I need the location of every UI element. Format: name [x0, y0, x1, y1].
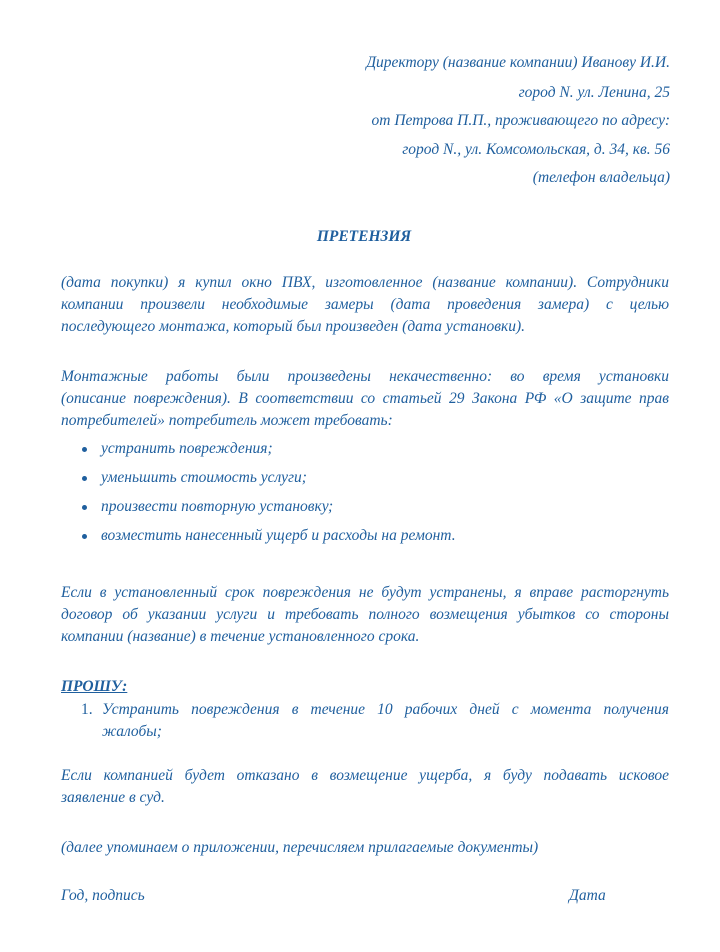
request-item [102, 699, 669, 743]
list-item-text: уменьшить стоимость услуги; [101, 469, 307, 486]
list-item [61, 525, 456, 554]
paragraph-line: (описание повреждения). В соответствии со статьей 29 Закона РФ «О защите прав [61, 390, 669, 407]
list-item-text: произвести повторную установку; [101, 498, 334, 515]
addressee-address-line: город N. ул. Ленина, 25 [518, 84, 670, 101]
paragraph-attachments [61, 837, 669, 859]
sender-line: от Петрова П.П., проживающего по адресу: [371, 112, 670, 129]
bullet-icon [82, 505, 87, 510]
document-title: ПРЕТЕНЗИЯ [316, 228, 412, 245]
paragraph-line: договор об указании услуги и требовать полного возмещения убытков со стороны [61, 606, 669, 623]
paragraph-line: компании произвели необходимые замеры (дата проведения замера) с целью [61, 296, 669, 313]
request-number: 1. [81, 701, 93, 718]
date-label: Дата [569, 887, 606, 904]
year-signature: Год, подпись [61, 887, 145, 904]
request-heading: ПРОШУ: [61, 678, 128, 695]
sender-address-line: город N., ул. Комсомольская, д. 34, кв. 56 [402, 141, 670, 158]
paragraph-defects [61, 366, 669, 432]
request-line: жалобы; [102, 723, 162, 740]
paragraph-line: (далее упоминаем о приложении, перечисляем прилагаемые документы) [61, 839, 539, 856]
paragraph-line: (дата покупки) я купил окно ПВХ, изготовленное (название компании). Сотрудники [61, 274, 669, 291]
demands-list [61, 438, 456, 554]
list-item [61, 467, 456, 496]
list-item [61, 438, 456, 467]
list-item [61, 496, 456, 525]
paragraph-line: Если компанией будет отказано в возмещение ущерба, я буду подавать исковое [61, 767, 669, 784]
phone-line: (телефон владельца) [532, 169, 670, 186]
bullet-icon [82, 476, 87, 481]
paragraph-line: потребителей» потребитель может требовать: [61, 412, 393, 429]
paragraph-line: Если в установленный срок повреждения не будут устранены, я вправе расторгнуть [61, 584, 669, 601]
paragraph-line: Монтажные работы были произведены некачественно: во время установки [61, 368, 669, 385]
list-item-text: устранить повреждения; [101, 440, 273, 457]
request-line: Устранить повреждения в течение 10 рабочих дней с момента получения [102, 701, 669, 718]
paragraph-lawsuit [61, 765, 669, 809]
paragraph-line: заявление в суд. [61, 789, 165, 806]
addressee-line: Директору (название компании) Иванову И.И. [366, 54, 670, 71]
paragraph-termination [61, 582, 669, 648]
bullet-icon [82, 447, 87, 452]
list-item-text: возместить нанесенный ущерб и расходы на ремонт. [101, 527, 456, 544]
bullet-icon [82, 534, 87, 539]
paragraph-line: компании (название) в течение установленного срока. [61, 628, 420, 645]
paragraph-purchase [61, 272, 669, 338]
paragraph-line: последующего монтажа, который был произведен (дата установки). [61, 318, 526, 335]
